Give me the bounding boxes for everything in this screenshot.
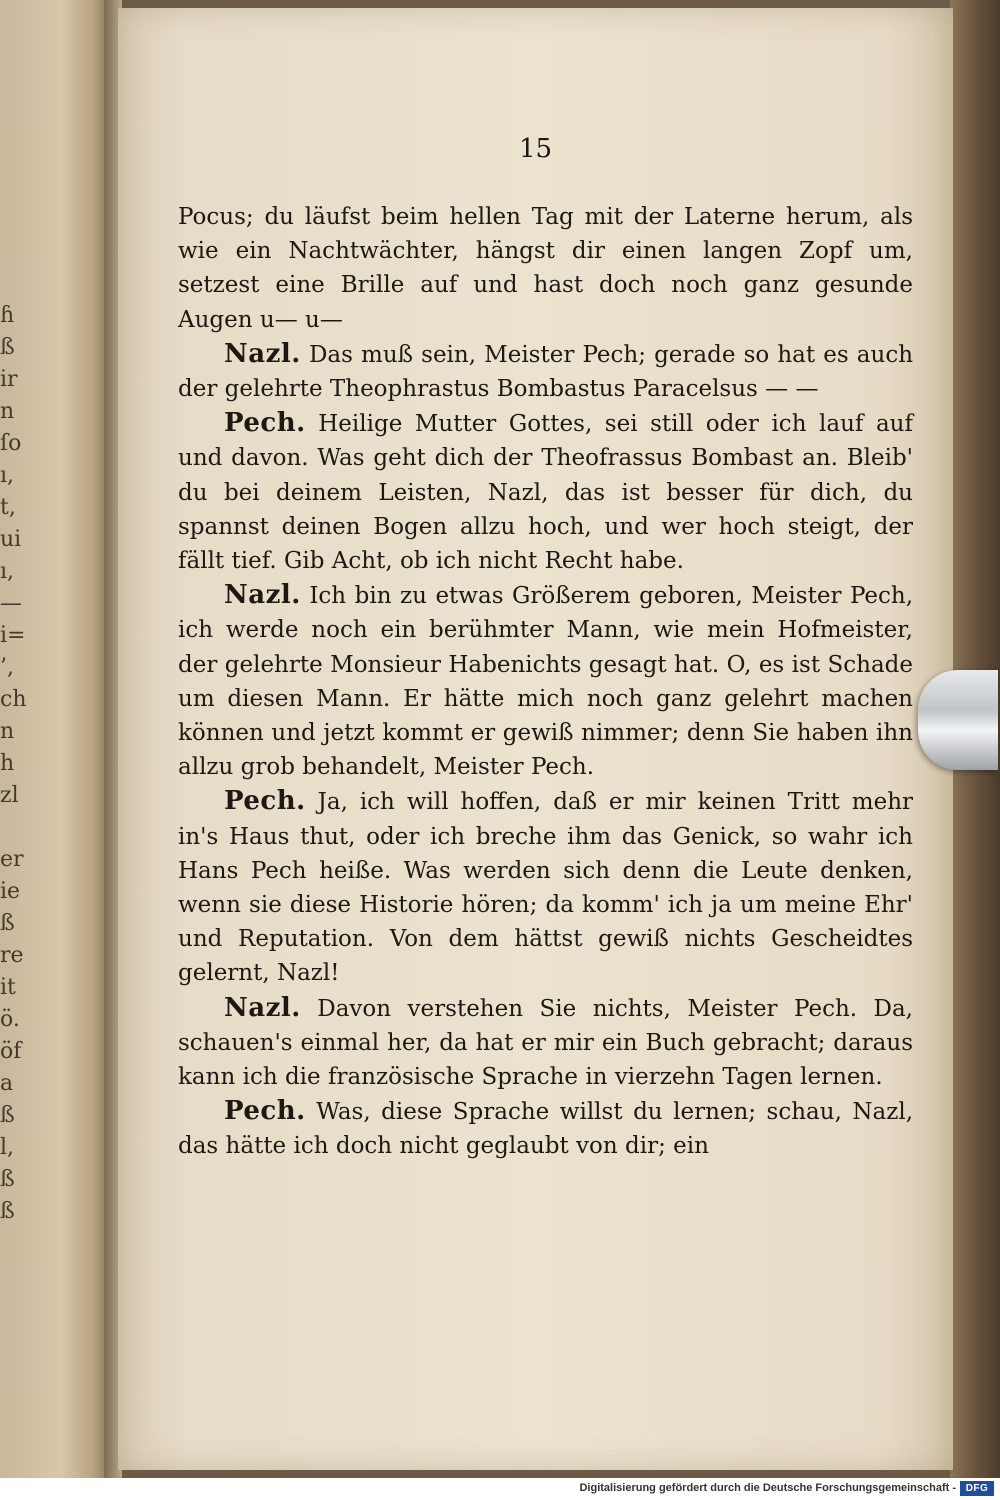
paragraph-text: Was, diese Sprache willst du lernen; schau, Nazl, das hätte ich doch nicht geglaubt von dir; ein bbox=[178, 1099, 914, 1160]
paragraph bbox=[178, 406, 913, 578]
page-text bbox=[178, 200, 913, 1164]
paragraph-text: Heilige Mutter Gottes, sei still oder ich lauf auf und davon. Was geht dich der Theofrassus Bombast an. Bleib' du bei deinem Leisten, Nazl, das ist besser für dich, du spannst deinen Bogen allzu hoch, und wer hoch steigt, der fällt tief. Gib Acht, ob ich nicht Recht habe. bbox=[178, 411, 914, 575]
speaker-name: Pech. bbox=[224, 786, 306, 817]
speaker-name: Nazl. bbox=[224, 338, 301, 369]
paragraph bbox=[178, 337, 913, 406]
speaker-name: Nazl. bbox=[224, 580, 301, 611]
page-number: 15 bbox=[518, 134, 553, 164]
paragraph-text: Ja, ich will hoffen, daß er mir keinen Tritt mehr in's Haus thut, oder ich breche ihm das Genick, so wahr ich Hans Pech heiße. Was werden sich denn die Leute denken, wenn sie diese Historie hören; da komm' ich ja um meine Ehr' und Reputation. Von dem hättst gewiß nichts Gescheidtes gelernt, Nazl! bbox=[178, 789, 914, 987]
paragraph bbox=[178, 578, 913, 784]
page-clip bbox=[918, 670, 998, 770]
speaker-name: Nazl. bbox=[224, 992, 301, 1023]
paragraph bbox=[178, 784, 913, 990]
previous-page-edge bbox=[0, 0, 110, 1478]
paragraph bbox=[178, 200, 913, 337]
dfg-logo-icon: DFG bbox=[960, 1481, 994, 1496]
speaker-name: Pech. bbox=[224, 1096, 306, 1127]
paragraph-text: Pocus; du läufst beim hellen Tag mit der Laterne herum, als wie ein Nachtwächter, hängst dir einen langen Zopf um, setzest eine Brille auf und hast doch noch ganz gesunde Augen u— u— bbox=[178, 204, 913, 333]
paragraph bbox=[178, 991, 913, 1095]
funding-credit: Digitalisierung gefördert durch die Deutsche Forschungsgemeinschaft - bbox=[579, 1482, 956, 1494]
previous-page-edge-text: ɦ ß ir n ſo ı, t, ui ı, — i= ’, ch n h zl er ie ß re it ö. öf a ß l, ß ß bbox=[0, 303, 27, 1224]
speaker-name: Pech. bbox=[224, 408, 306, 439]
paragraph-text: Das muß sein, Meister Pech; gerade so hat es auch der gelehrte Theophrastus Bombastus Paracelsus — — bbox=[178, 341, 914, 403]
paragraph bbox=[178, 1094, 913, 1163]
book-page bbox=[118, 8, 953, 1470]
paragraph-text: Davon verstehen Sie nichts, Meister Pech. Da, schauen's einmal her, da hat er mir ein Buch gebracht; daraus kann ich die französische Sprache in vierzehn Tagen lernen. bbox=[178, 995, 913, 1091]
paragraph-text: Ich bin zu etwas Größerem geboren, Meister Pech, ich werde noch ein berühmter Mann, wie mein Hofmeister, der gelehrte Monsieur Habenichts gesagt hat. O, es ist Schade um diesen Mann. Er hätte mich noch ganz gelehrt machen können und jetzt kommt er gewiß nimmer; denn Sie haben ihn allzu grob behandelt, Meister Pech. bbox=[178, 583, 913, 781]
digitization-footer bbox=[0, 1478, 1000, 1500]
